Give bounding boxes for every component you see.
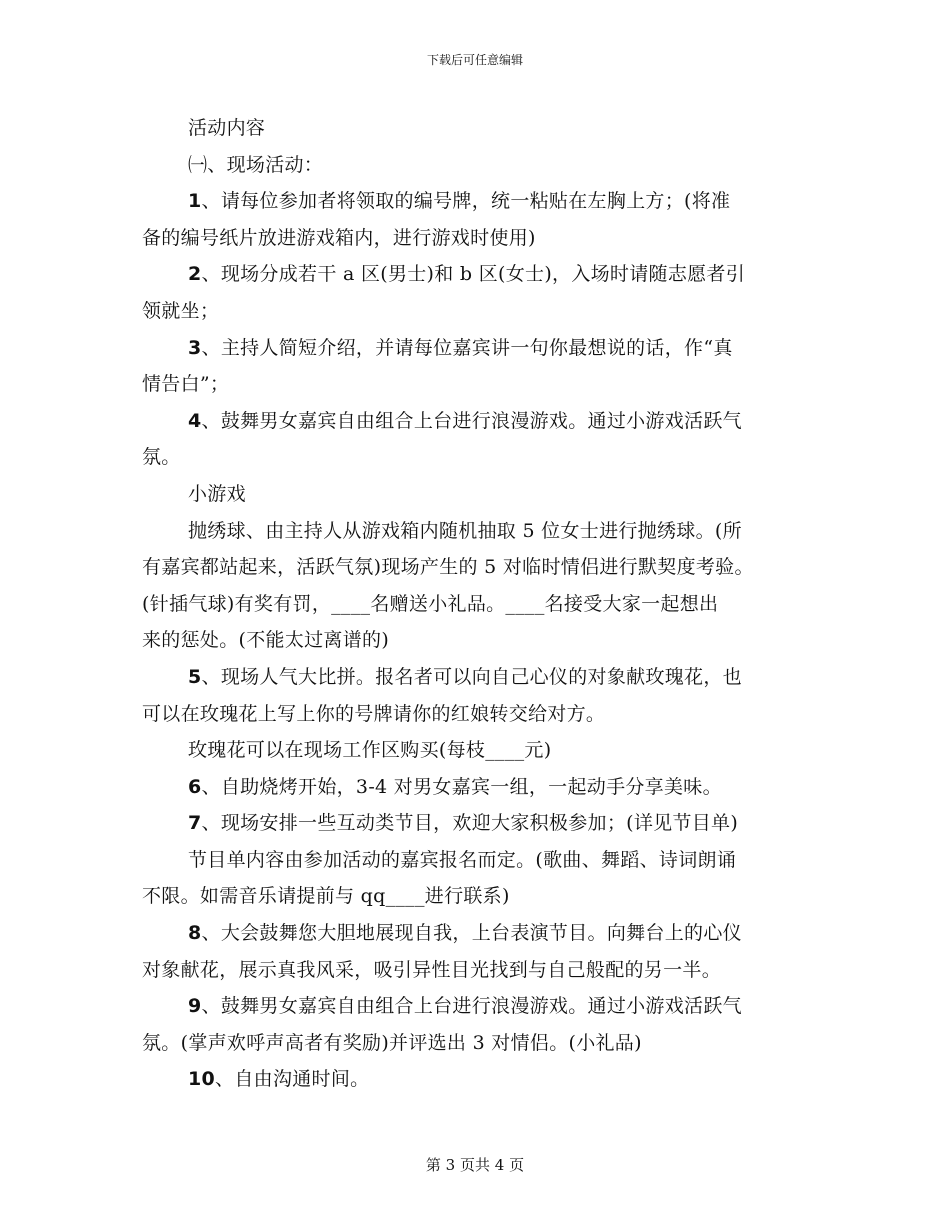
item-number: 9 — [188, 995, 202, 1018]
item-text: 、鼓舞男女嘉宾自由组合上台进行浪漫游戏。通过小游戏活跃气 — [201, 995, 742, 1018]
item-7 — [142, 805, 812, 842]
item-text: 、现场人气大比拼。报名者可以向自己心仪的对象献玫瑰花，也 — [201, 665, 742, 688]
item-text: 、现场安排一些互动类节目，欢迎大家积极参加；(详见节目单) — [201, 812, 739, 835]
item-text: 、自助烧烤开始，3-4 对男女嘉宾一组，一起动手分享美味。 — [201, 775, 722, 798]
item-1 — [142, 183, 812, 220]
mini-game-text: 抛绣球、由主持人从游戏箱内随机抽取 5 位女士进行抛绣球。(所 — [188, 519, 742, 542]
item-number: 6 — [188, 775, 202, 798]
mini-game-text-cont: (针插气球)有奖有罚，____名赠送小礼品。____名接受大家一起想出 — [142, 592, 719, 615]
item-3-cont: 情告白”； — [142, 373, 230, 396]
item-text: 、大会鼓舞您大胆地展现自我，上台表演节目。向舞台上的心仪 — [201, 922, 742, 945]
item-2-cont: 领就坐； — [142, 299, 220, 322]
document-body — [142, 110, 812, 1098]
mini-game-text-cont: 来的惩处。(不能太过离谱的) — [142, 629, 390, 652]
item-8-cont: 对象献花，展示真我风采，吸引异性目光找到与自己般配的另一半。 — [142, 958, 722, 981]
item-number: 5 — [188, 665, 202, 688]
item-number: 3 — [188, 336, 202, 359]
item-number: 7 — [188, 812, 202, 835]
item-5 — [142, 659, 812, 696]
item-10 — [142, 1061, 812, 1098]
item-number: 8 — [188, 922, 202, 945]
item-3 — [142, 330, 812, 367]
item-number: 10 — [188, 1068, 216, 1091]
item-text: 、现场分成若干 a 区(男士)和 b 区(女士)，入场时请随志愿者引 — [201, 263, 746, 286]
rose-note: 玫瑰花可以在现场工作区购买(每枝____元) — [188, 739, 552, 762]
item-number: 4 — [188, 409, 202, 432]
page-footer: 第 3 页共 4 页 — [425, 1156, 525, 1174]
item-1-cont: 备的编号纸片放进游戏箱内，进行游戏时使用) — [142, 226, 536, 249]
item-4 — [142, 403, 812, 440]
item-9 — [142, 988, 812, 1025]
section-heading: 活动内容 — [188, 117, 266, 139]
item-text: 、主持人简短介绍，并请每位嘉宾讲一句你最想说的话，作“真 — [201, 336, 733, 359]
item-text: 、请每位参加者将领取的编号牌，统一粘贴在左胸上方；(将准 — [201, 190, 731, 213]
mini-game-text-cont: 有嘉宾都站起来，活跃气氛)现场产生的 5 对临时情侣进行默契度考验。 — [142, 556, 754, 579]
item-4-cont: 氛。 — [142, 446, 181, 469]
item-6 — [142, 769, 812, 806]
item-number: 2 — [188, 263, 202, 286]
mini-game-heading: 小游戏 — [188, 482, 246, 505]
program-note: 节目单内容由参加活动的嘉宾报名而定。(歌曲、舞蹈、诗词朗诵 — [188, 848, 737, 871]
program-note-cont: 不限。如需音乐请提前与 qq____进行联系) — [142, 885, 510, 908]
subsection-heading: ㈠、现场活动： — [188, 153, 324, 176]
item-8 — [142, 915, 812, 952]
item-9-cont: 氛。(掌声欢呼声高者有奖励)并评选出 3 对情侣。(小礼品) — [142, 1031, 642, 1054]
page-header: 下载后可任意编辑 — [426, 53, 523, 67]
item-2 — [142, 256, 812, 293]
item-text: 、鼓舞男女嘉宾自由组合上台进行浪漫游戏。通过小游戏活跃气 — [201, 409, 742, 432]
item-text: 、自由沟通时间。 — [215, 1068, 370, 1091]
item-5-cont: 可以在玫瑰花上写上你的号牌请你的红娘转交给对方。 — [142, 702, 606, 725]
item-number: 1 — [188, 190, 202, 213]
